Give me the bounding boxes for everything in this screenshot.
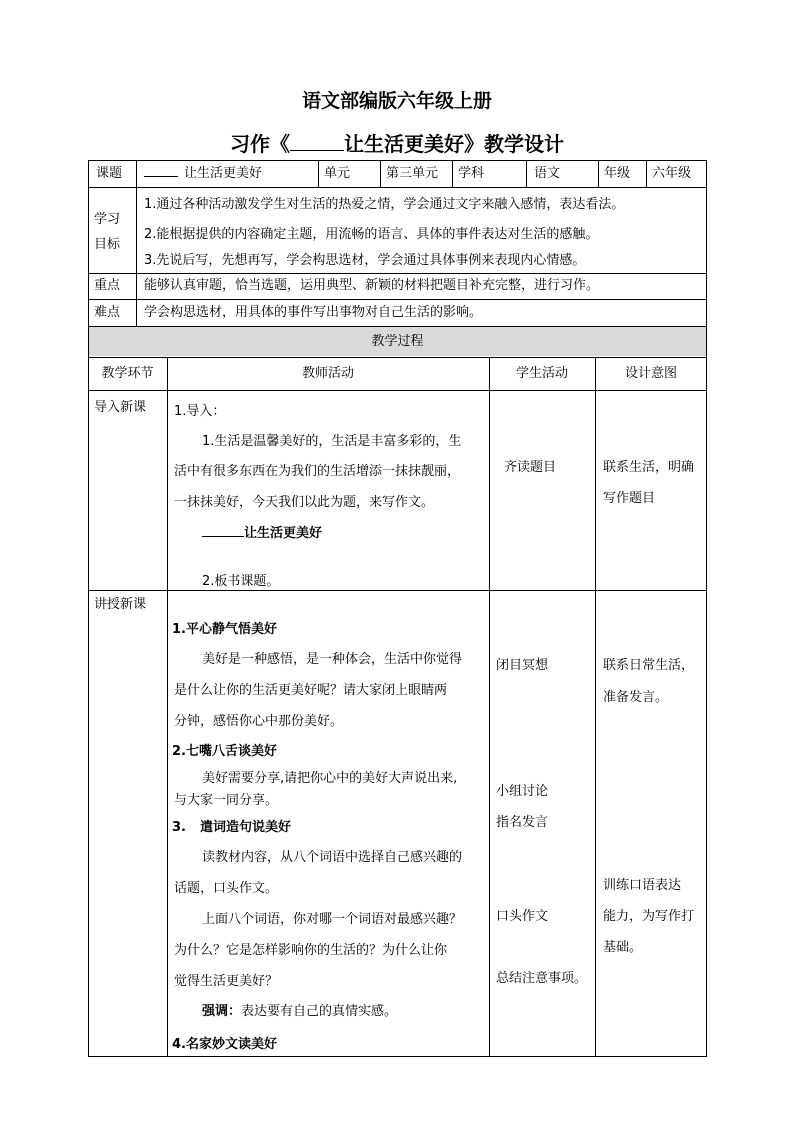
subtitle-suffix: 让生活更美好》教学设计 <box>344 132 564 156</box>
column-header-student: 学生活动 <box>515 366 568 381</box>
stage2-student-activity: 口头作文 <box>496 909 549 924</box>
heading-3-number: 3. <box>172 820 186 835</box>
subject-value: 语文 <box>534 166 561 181</box>
stage2-p4-line: 觉得生活更美好？ <box>174 974 279 989</box>
stage2-p3-line: 读教材内容，从八个词语中选择自己感兴趣的 <box>202 850 463 865</box>
emphasis-text: 表达要有自己的真情实感。 <box>241 1004 398 1019</box>
col-divider <box>452 160 453 187</box>
stage2-student-activity: 指名发言 <box>496 815 549 830</box>
stage2-name: 讲授新课 <box>94 597 147 612</box>
stage2-intent-line: 联系日常生活， <box>603 658 695 673</box>
objective-item: 2.能根据提供的内容确定主题，用流畅的语言、具体的事件表达对生活的感触。 <box>144 227 599 242</box>
stage1-teacher-line: 一抹抹美好，今天我们以此为题，来写作文。 <box>174 495 435 510</box>
row-divider <box>88 299 707 300</box>
col-divider <box>598 160 599 187</box>
difficulty-text: 学会构思选材，用具体的事件写出事物对自己生活的影响。 <box>144 305 483 320</box>
stage1-name: 导入新课 <box>94 400 147 415</box>
subtitle-blank <box>290 150 344 151</box>
col-divider <box>136 160 137 187</box>
objective-item: 3.先说后写，先想再写，学会构思选材，学会通过具体事例来表现内心情感。 <box>144 253 586 268</box>
stage2-p1-line: 分钟，感悟你心中那份美好。 <box>174 714 344 729</box>
process-section-title: 教学过程 <box>371 334 424 349</box>
stage1-teacher-heading: 1.导入： <box>174 404 226 419</box>
document-subtitle <box>0 128 794 157</box>
document-title: 语文部编版六年级上册 <box>301 90 492 112</box>
stage1-teacher-line: 1.生活是温馨美好的，生活是丰富多彩的，生 <box>202 434 462 449</box>
grade-value: 六年级 <box>652 166 692 181</box>
column-header-teacher: 教师活动 <box>301 366 354 381</box>
stage1-intent-line: 写作题目 <box>603 491 656 506</box>
unit-value: 第三单元 <box>386 166 439 181</box>
stage2-intent-line: 能力，为写作打 <box>603 909 695 924</box>
stage2-p4-line: 上面八个词语，你对哪一个词语对最感兴趣？ <box>202 912 463 927</box>
lesson-plan-table <box>88 160 707 1056</box>
stage2-heading-2: 2.七嘴八舌谈美好 <box>172 744 277 759</box>
key-point-text: 能够认真审题，恰当选题，运用典型、新颖的材料把题目补充完整，进行习作。 <box>144 278 600 293</box>
objectives-label-line2: 目标 <box>94 237 121 252</box>
objective-item: 1.通过各种活动激发学生对生活的热爱之情，学会通过文字来融入感情，表达看法。 <box>144 197 625 212</box>
stage2-emphasis <box>202 1000 397 1019</box>
stage1-teacher-line: 活中有很多东西在为我们的生活增添一抹抹靓丽， <box>174 464 461 479</box>
stage1-board: 2.板书课题。 <box>202 574 280 589</box>
stage2-heading-4: 4.名家妙文读美好 <box>172 1037 277 1052</box>
table-border-bottom <box>88 1056 707 1057</box>
column-header-stage: 教学环节 <box>101 366 154 381</box>
col-divider <box>167 357 168 1056</box>
stage2-p1-line: 是什么让你的生活更美好呢？请大家闭上眼睛两 <box>174 683 448 698</box>
stage2-intent-line: 基础。 <box>603 940 643 955</box>
stage2-intent-line: 训练口语表达 <box>603 878 682 893</box>
heading-3-text: 遣词造句说美好 <box>199 820 291 835</box>
subject-label: 学科 <box>458 166 485 181</box>
stage2-p4-line: 为什么？它是怎样影响你的生活的？为什么让你 <box>174 943 448 958</box>
stage2-p2-line: 美好需要分享,请把你心中的美好大声说出来, <box>202 771 458 786</box>
col-divider <box>595 357 596 1056</box>
table-border-top <box>88 160 707 161</box>
course-label: 课题 <box>96 166 123 181</box>
stage1-topic <box>202 522 322 541</box>
grade-label: 年级 <box>604 166 631 181</box>
stage1-student: 齐读题目 <box>504 460 557 475</box>
col-divider <box>380 160 381 187</box>
stage2-p1-line: 美好是一种感悟，是一种体会，生活中你觉得 <box>202 652 463 667</box>
stage2-student-activity: 小组讨论 <box>496 784 549 799</box>
emphasis-label: 强调： <box>202 1004 242 1019</box>
col-divider <box>489 357 490 1056</box>
row-divider <box>88 390 707 391</box>
col-divider <box>646 160 647 187</box>
row-divider <box>88 590 707 591</box>
row-divider <box>88 357 707 358</box>
stage2-student-activity: 闭目冥想 <box>496 658 549 673</box>
column-header-intent: 设计意图 <box>624 366 677 381</box>
course-value <box>144 166 262 182</box>
row-divider <box>88 326 707 327</box>
table-border-left <box>88 160 89 1056</box>
objectives-label-line1: 学习 <box>94 212 121 227</box>
stage2-heading-1: 1.平心静气悟美好 <box>172 622 277 637</box>
stage2-p2-line: 与大家一同分享。 <box>174 793 279 808</box>
stage2-intent-line: 准备发言。 <box>603 690 669 705</box>
row-divider <box>88 187 707 188</box>
subtitle-prefix: 习作《 <box>230 132 290 156</box>
stage2-student-activity: 总结注意事项。 <box>496 971 588 986</box>
key-point-label: 重点 <box>94 278 121 293</box>
stage2-p3-line: 话题，口头作文。 <box>174 881 279 896</box>
row-divider <box>88 273 707 274</box>
col-divider <box>526 160 527 187</box>
unit-label: 单元 <box>324 166 351 181</box>
col-divider <box>318 160 319 187</box>
difficulty-label: 难点 <box>94 305 121 320</box>
col-divider <box>136 187 137 326</box>
course-value-text: 让生活更美好 <box>184 166 263 181</box>
course-blank <box>144 176 178 177</box>
topic-blank <box>202 536 244 537</box>
table-border-right <box>706 160 707 1056</box>
stage2-heading-3 <box>172 816 291 835</box>
topic-text: 让生活更美好 <box>244 526 323 541</box>
stage1-intent-line: 联系生活，明确 <box>603 460 695 475</box>
